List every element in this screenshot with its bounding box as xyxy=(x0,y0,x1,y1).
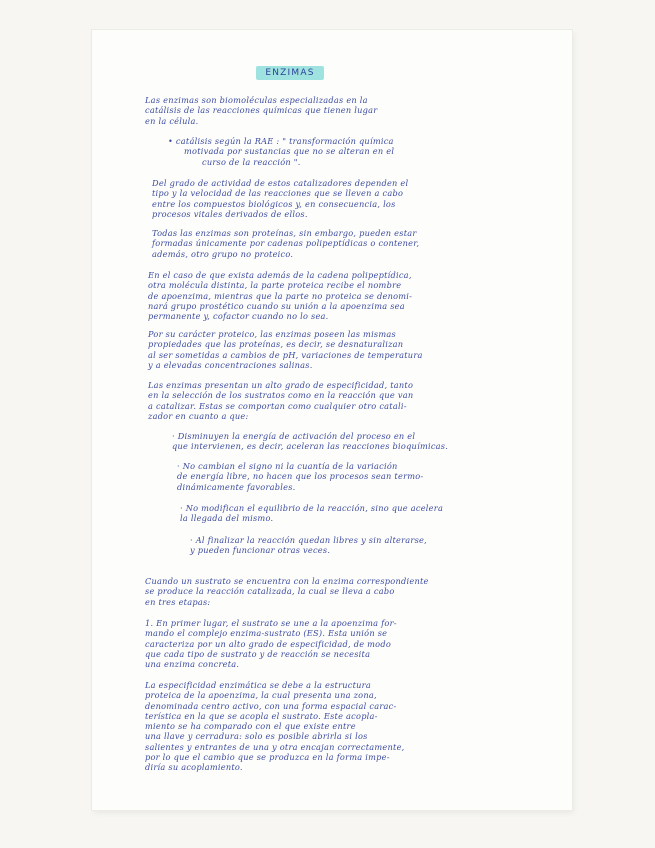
text-line: salientes y entrantes de una y otra encajan correctamente, xyxy=(145,741,405,752)
text-line: La especificidad enzimática se debe a la estructura xyxy=(145,680,371,690)
text-line: de apoenzima, mientras que la parte no proteica se denomi- xyxy=(148,290,413,301)
bullet-free-after xyxy=(190,535,427,556)
text-line: Por su carácter proteico, las enzimas poseen las mismas xyxy=(148,329,396,339)
page-title: ENZIMAS xyxy=(256,66,324,80)
text-line: nará grupo prostético cuando su unión a la apoenzima sea xyxy=(148,300,405,311)
text-line: · No cambian el signo ni la cuantía de la variación xyxy=(177,461,398,471)
text-line: que cada tipo de sustrato y de reacción se necesita xyxy=(145,648,371,659)
text-line: y pueden funcionar otras veces. xyxy=(190,545,331,556)
text-line: al ser sometidas a cambios de pH, variaciones de temperatura xyxy=(148,349,423,360)
text-line: en la selección de los sustratos como en la reacción que van xyxy=(148,390,414,401)
paragraph-specificity xyxy=(148,380,413,421)
text-line: En el caso de que exista además de la cadena polipeptídica, xyxy=(148,270,412,280)
text-line: en tres etapas: xyxy=(145,596,211,607)
bullet-equilibrium xyxy=(180,503,443,524)
text-line: una llave y cerradura: solo es posible abrirla si los xyxy=(145,731,368,742)
text-line: una enzima concreta. xyxy=(145,659,240,670)
text-line: formadas únicamente por cadenas polipeptídicas o contener, xyxy=(152,238,420,249)
text-line: además, otro grupo no proteico. xyxy=(152,248,294,259)
text-line: · Al finalizar la reacción quedan libres y sin alterarse, xyxy=(190,535,427,545)
paragraph-proteins xyxy=(152,228,419,259)
text-line: caracteriza por un alto grado de especificidad, de modo xyxy=(145,638,392,649)
text-line: y a elevadas concentraciones salinas. xyxy=(148,359,313,370)
text-line: permanente y, cofactor cuando no lo sea. xyxy=(148,311,329,322)
text-line: en la célula. xyxy=(145,115,199,126)
paragraph-step-one xyxy=(145,618,397,669)
paragraph-intro xyxy=(145,95,377,126)
text-line: Todas las enzimas son proteínas, sin embargo, pueden estar xyxy=(152,228,417,238)
text-line: miento se ha comparado con el que existe entre xyxy=(145,721,356,732)
text-line: denominada centro activo, con una forma espacial carac- xyxy=(145,700,397,711)
text-line: Las enzimas presentan un alto grado de especificidad, tanto xyxy=(148,380,414,390)
text-line: mando el complejo enzima-sustrato (ES). Esta unión se xyxy=(145,628,388,639)
text-line: por lo que el cambio que se produzca en la forma impe- xyxy=(145,752,390,763)
text-line: dinámicamente favorables. xyxy=(177,481,296,492)
text-line: otra molécula distinta, la parte proteica recibe el nombre xyxy=(148,280,402,291)
text-line: Cuando un sustrato se encuentra con la enzima correspondiente xyxy=(145,576,429,586)
text-line: terística en la que se acopla el sustrato. Este acopla- xyxy=(145,710,378,721)
text-line: propiedades que las proteínas, es decir, se desnaturalizan xyxy=(148,339,404,350)
text-line: diría su acoplamiento. xyxy=(145,762,243,773)
text-line: procesos vitales derivados de ellos. xyxy=(152,208,308,219)
paragraph-apoenzyme xyxy=(148,270,412,321)
bullet-activation-energy xyxy=(172,431,448,452)
text-line: de energía libre, no hacen que los procesos sean termo- xyxy=(177,471,424,482)
bullet-free-energy xyxy=(177,461,423,492)
text-line: Las enzimas son biomoléculas especializadas en la xyxy=(145,95,368,105)
text-line: Del grado de actividad de estos catalizadores dependen el xyxy=(152,178,409,188)
text-line: zador en cuanto a que: xyxy=(148,410,249,421)
text-line: curso de la reacción ". xyxy=(202,156,301,167)
text-line: tipo y la velocidad de las reacciones que se lleven a cabo xyxy=(152,188,404,199)
text-line: la llegada del mismo. xyxy=(180,513,274,524)
paragraph-substrate xyxy=(145,576,429,607)
paragraph-character xyxy=(148,329,423,370)
text-line: a catalizar. Estas se comportan como cualquier otro catali- xyxy=(148,400,407,411)
text-line: · No modifican el equilibrio de la reacción, sino que acelera xyxy=(180,503,444,513)
paragraph-activity xyxy=(152,178,408,219)
text-line: · Disminuyen la energía de activación del proceso en el xyxy=(172,431,416,441)
text-line: se produce la reacción catalizada, la cual se lleva a cabo xyxy=(145,586,395,597)
text-line: proteica de la apoenzima, la cual presenta una zona, xyxy=(145,690,377,701)
paragraph-lock-and-key xyxy=(145,680,405,773)
text-line: motivada por sustancias que no se alteran en el xyxy=(184,146,395,157)
paragraph-definition xyxy=(168,136,394,167)
text-line: que intervienen, es decir, aceleran las reacciones bioquímicas. xyxy=(172,441,449,452)
text-line: 1. En primer lugar, el sustrato se une a la apoenzima for- xyxy=(145,618,397,628)
text-line: catálisis de las reacciones químicas que tienen lugar xyxy=(145,105,378,116)
text-line: • catálisis según la RAE : " transformación química xyxy=(168,136,394,146)
text-line: entre los compuestos biológicos y, en consecuencia, los xyxy=(152,198,396,209)
